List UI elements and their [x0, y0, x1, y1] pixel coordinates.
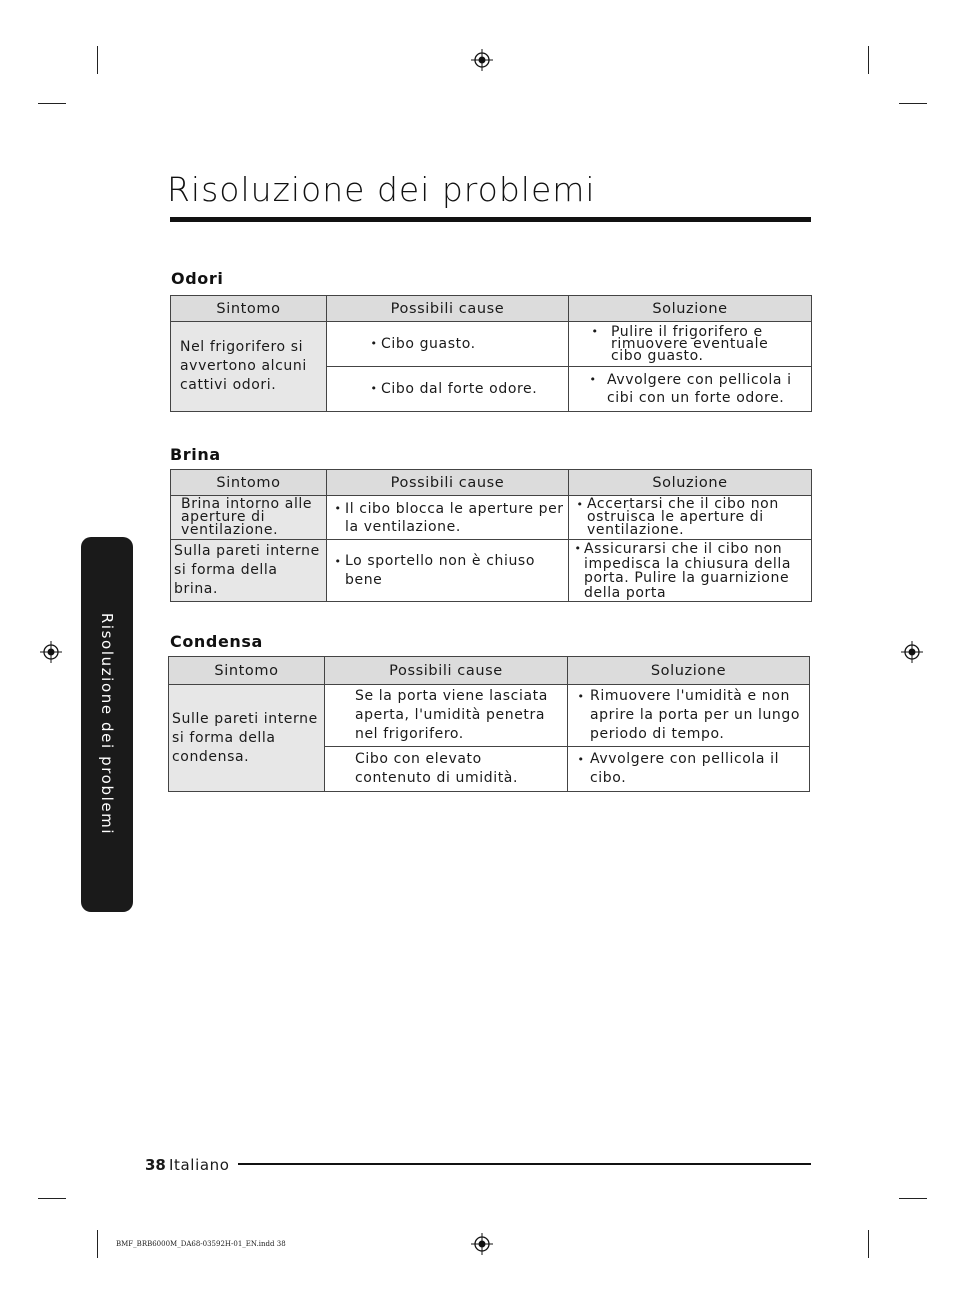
bullet-icon: •	[591, 325, 599, 338]
table-brina	[170, 469, 812, 602]
bullet-icon: •	[576, 498, 584, 511]
cause-cell	[325, 747, 568, 792]
bullet-icon: •	[577, 690, 585, 703]
title-rule	[170, 217, 811, 222]
symptom-cell	[171, 322, 327, 412]
table-header-row	[171, 470, 812, 496]
symptom-text: Sulla pareti interne si forma della brina.	[174, 543, 320, 597]
solution-cell	[568, 747, 810, 792]
symptom-cell	[171, 496, 327, 540]
crop-mark	[899, 103, 927, 104]
header-sintomo: Sintomo	[171, 470, 327, 496]
bullet-icon: •	[589, 373, 597, 386]
solution-cell	[569, 540, 812, 602]
registration-mark-icon	[901, 641, 923, 663]
cause-text: Cibo con elevato contenuto di umidità.	[355, 751, 519, 786]
section-title-condensa: Condensa	[170, 632, 263, 651]
header-soluzione: Soluzione	[569, 296, 812, 322]
cause-text: Cibo dal forte odore.	[381, 381, 538, 397]
solution-cell	[569, 367, 812, 412]
table-header-row	[169, 657, 810, 685]
cause-text: Lo sportello non è chiuso bene	[345, 552, 535, 588]
header-cause: Possibili cause	[327, 470, 569, 496]
table-row	[171, 540, 812, 602]
cause-cell	[327, 540, 569, 602]
solution-cell	[569, 496, 812, 540]
section-title-brina: Brina	[170, 445, 221, 464]
solution-cell	[569, 322, 812, 367]
footer-rule	[238, 1163, 811, 1165]
crop-mark	[38, 1198, 66, 1199]
table-header-row	[171, 296, 812, 322]
header-cause: Possibili cause	[325, 657, 568, 685]
bullet-icon: •	[334, 501, 342, 515]
cause-cell	[327, 367, 569, 412]
solution-text: Assicurarsi che il cibo non impedisca la chiusura della porta. Pulire la guarnizione della porta	[584, 541, 792, 601]
symptom-cell	[169, 685, 325, 792]
header-sintomo: Sintomo	[169, 657, 325, 685]
table-row	[171, 496, 812, 540]
crop-mark	[868, 46, 869, 74]
cause-cell	[327, 322, 569, 367]
table-odori	[170, 295, 812, 412]
page-number: 38	[145, 1156, 166, 1174]
cause-text: Il cibo blocca le aperture per la ventilazione.	[345, 500, 564, 535]
crop-mark	[97, 46, 98, 74]
header-sintomo: Sintomo	[171, 296, 327, 322]
registration-mark-icon	[471, 49, 493, 71]
crop-mark	[899, 1198, 927, 1199]
bullet-icon: •	[574, 542, 582, 555]
header-soluzione: Soluzione	[568, 657, 810, 685]
crop-mark	[38, 103, 66, 104]
symptom-text: Nel frigorifero si avvertono alcuni cattivi odori.	[180, 339, 307, 393]
section-title-odori: Odori	[171, 269, 224, 288]
solution-text: Rimuovere l'umidità e non aprire la porta per un lungo periodo di tempo.	[590, 688, 801, 742]
cause-text: Cibo guasto.	[381, 336, 476, 352]
solution-text: Avvolgere con pellicola i cibi con un forte odore.	[607, 372, 792, 406]
cause-cell	[327, 496, 569, 540]
registration-mark-icon	[40, 641, 62, 663]
crop-mark	[97, 1230, 98, 1258]
header-soluzione: Soluzione	[569, 470, 812, 496]
symptom-text: Sulle pareti interne si forma della condensa.	[172, 710, 318, 765]
page-title: Risoluzione dei problemi	[167, 170, 596, 209]
table-row	[169, 685, 810, 747]
solution-cell	[568, 685, 810, 747]
bullet-icon: •	[370, 337, 378, 350]
bullet-icon: •	[577, 753, 585, 766]
file-slug: BMF_BRB6000M_DA68-03592H-01_EN.indd 38	[116, 1240, 286, 1248]
header-cause: Possibili cause	[327, 296, 569, 322]
bullet-icon: •	[334, 554, 342, 568]
solution-text: Pulire il frigorifero e rimuovere eventuale cibo guasto.	[611, 324, 769, 364]
symptom-cell	[171, 540, 327, 602]
cause-cell	[325, 685, 568, 747]
cause-text: Se la porta viene lasciata aperta, l'umidità penetra nel frigorifero.	[355, 688, 548, 742]
page-language: Italiano	[169, 1156, 230, 1174]
solution-text: Avvolgere con pellicola il cibo.	[590, 751, 780, 786]
crop-mark	[868, 1230, 869, 1258]
symptom-text: Brina intorno alle aperture di ventilazione.	[181, 496, 313, 538]
table-row	[171, 322, 812, 367]
table-condensa	[168, 656, 810, 792]
solution-text: Accertarsi che il cibo non ostruisca le aperture di ventilazione.	[587, 496, 779, 538]
side-tab-label: Risoluzione dei problemi	[98, 612, 116, 836]
bullet-icon: •	[370, 382, 378, 395]
registration-mark-icon	[471, 1233, 493, 1255]
